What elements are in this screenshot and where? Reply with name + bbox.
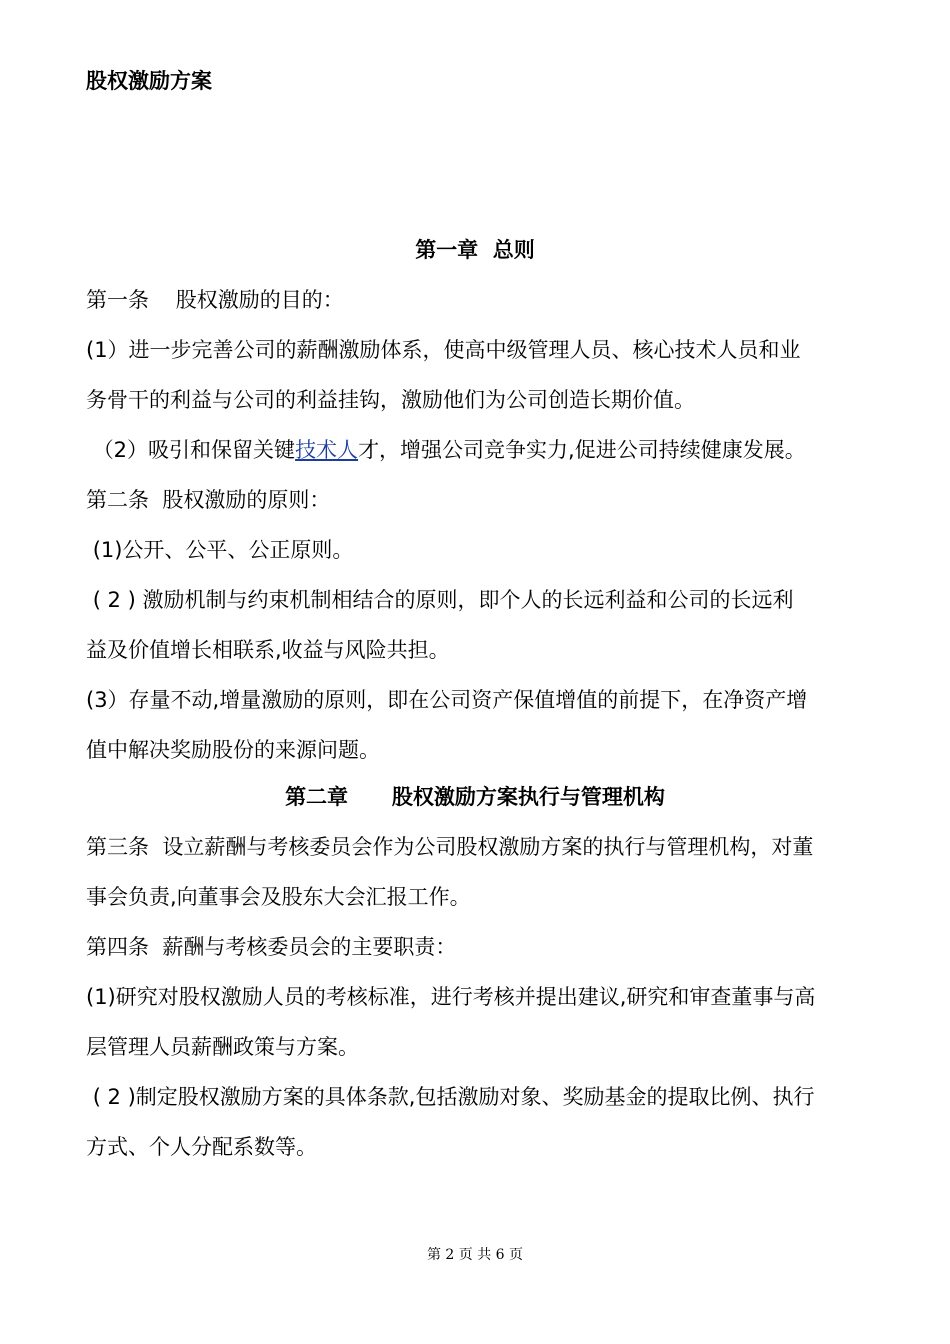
article-1-item-2-suffix: 才，增强公司竞争实力,促进公司持续健康发展。	[358, 438, 806, 462]
article-1-item-2	[86, 425, 866, 475]
tech-talent-link[interactable]: 技术人	[295, 438, 359, 462]
article-1-item-2-prefix: （2）吸引和保留关键	[86, 438, 296, 462]
article-2-item-1: (1)公开、公平、公正原则。	[86, 538, 354, 562]
article-4-heading: 第四条 薪酬与考核委员会的主要职责：	[86, 935, 457, 959]
article-4-item-1-line-1: (1)研究对股权激励人员的考核标准，进行考核并提出建议,研究和审查董事与高	[86, 985, 816, 1009]
article-2-item-2-line-1: ( 2 ) 激励机制与约束机制相结合的原则，即个人的长远利益和公司的长远利	[86, 588, 794, 612]
chapter-2-heading: 第二章 股权激励方案执行与管理机构	[285, 785, 665, 809]
chapter-1-heading: 第一章 总则	[415, 238, 535, 262]
article-2-item-3-line-2: 值中解决奖励股份的来源问题。	[86, 738, 380, 762]
article-3-line-1: 第三条 设立薪酬与考核委员会作为公司股权激励方案的执行与管理机构，对董	[86, 835, 814, 859]
page-footer: 第 2 页 共 6 页	[426, 1247, 524, 1263]
article-1-item-1-line-1: (1）进一步完善公司的薪酬激励体系，使高中级管理人员、核心技术人员和业	[86, 338, 801, 362]
article-2-heading: 第二条 股权激励的原则：	[86, 488, 331, 512]
article-2-item-3-line-1: (3）存量不动,增量激励的原则，即在公司资产保值增值的前提下，在净资产增	[86, 688, 808, 712]
article-1-item-1-line-2: 务骨干的利益与公司的利益挂钩，激励他们为公司创造长期价值。	[86, 388, 695, 412]
article-1-heading: 第一条 股权激励的目的：	[86, 288, 344, 312]
article-4-item-1-line-2: 层管理人员薪酬政策与方案。	[86, 1035, 359, 1059]
document-title: 股权激励方案	[86, 69, 212, 93]
article-3-line-2: 事会负责,向董事会及股东大会汇报工作。	[86, 885, 471, 909]
article-4-item-2-line-1: ( 2 )制定股权激励方案的具体条款,包括激励对象、奖励基金的提取比例、执行	[86, 1085, 815, 1109]
article-2-item-2-line-2: 益及价值增长相联系,收益与风险共担。	[86, 638, 450, 662]
article-4-item-2-line-2: 方式、个人分配系数等。	[86, 1135, 317, 1159]
